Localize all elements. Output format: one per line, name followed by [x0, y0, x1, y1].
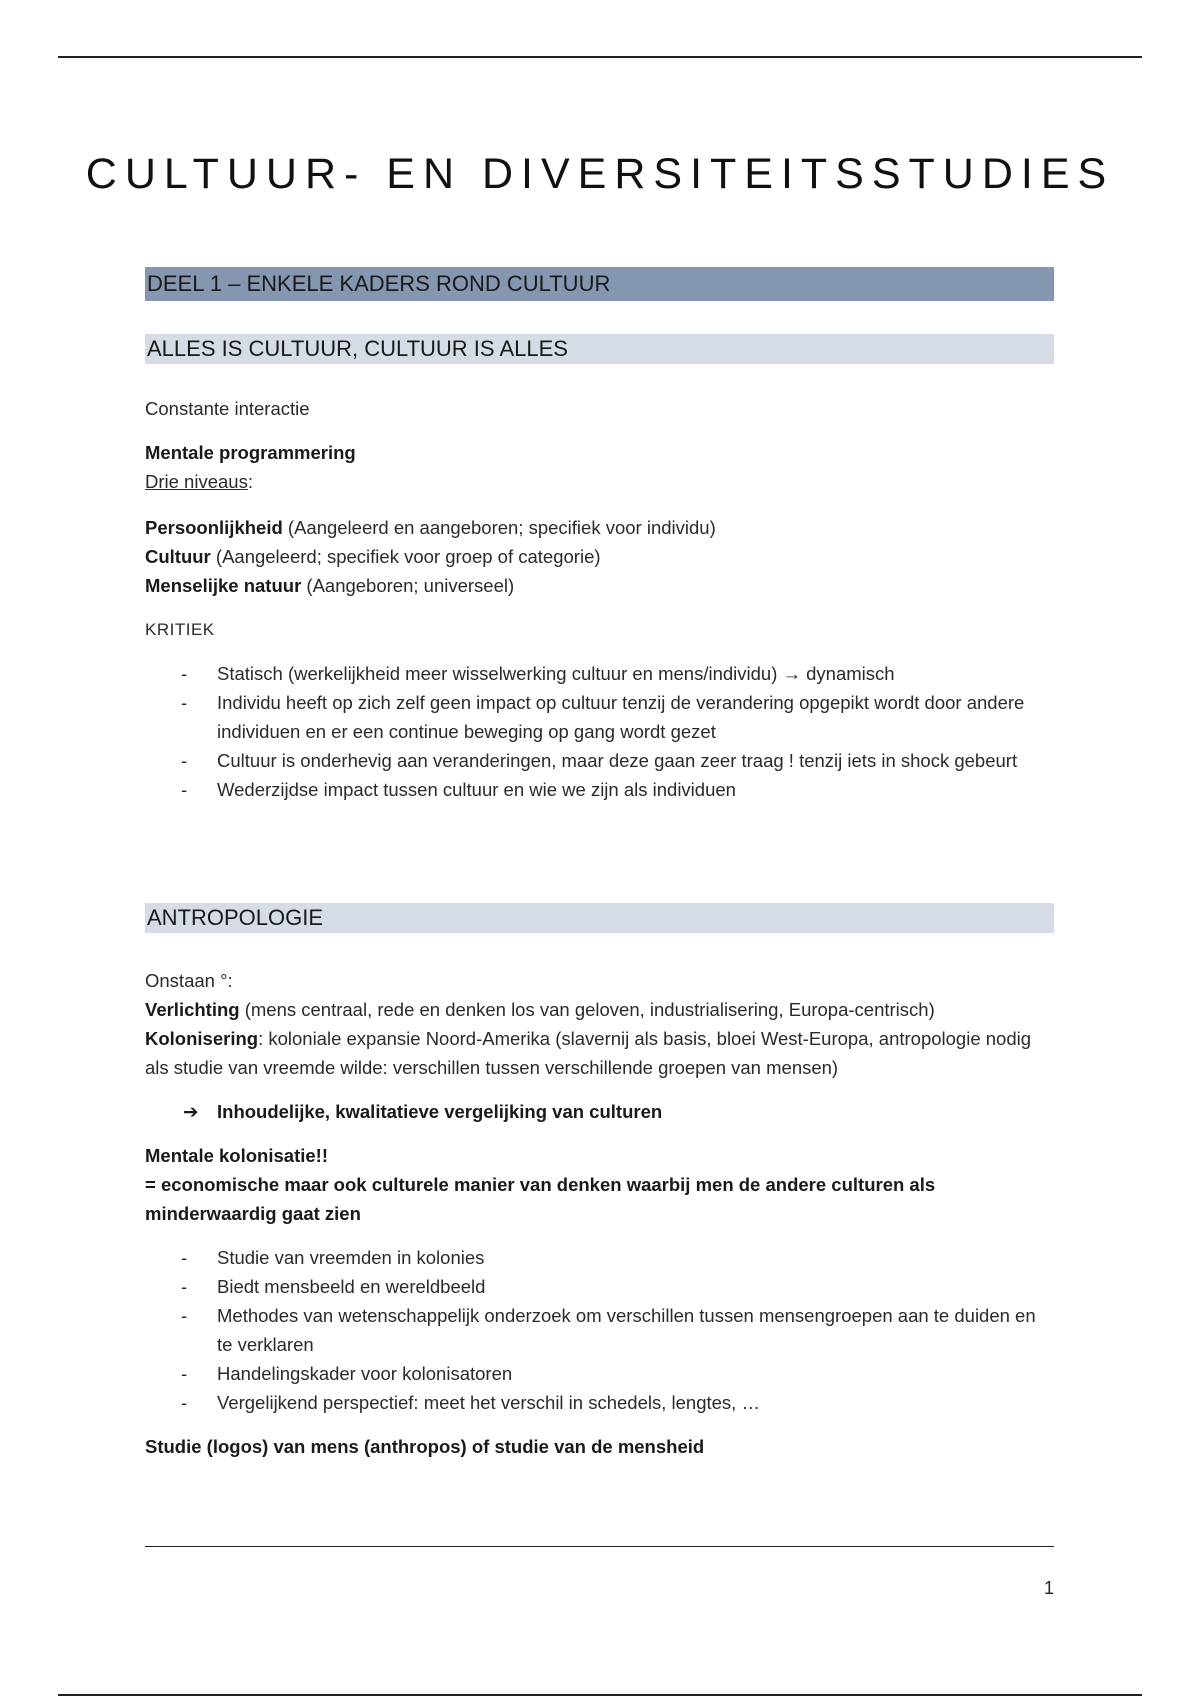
level-item: [145, 542, 1054, 571]
list-item: - Statisch (werkelijkheid meer wisselwerking cultuur en mens/individu) → dynamisch: [145, 659, 1054, 688]
level-desc: (Aangeboren; universeel): [301, 575, 515, 596]
section1-body: [145, 394, 1054, 804]
level-item: [145, 571, 1054, 600]
arrow-conclusion: [145, 1097, 1054, 1126]
section-heading-antropologie: ANTROPOLOGIE: [145, 903, 1054, 933]
colonization-desc: : koloniale expansie Noord-Amerika (slavernij als basis, bloei West-Europa, antropologie nodig als studie van vreemde wilde: verschillen tussen verschillende groepen van mensen): [145, 1028, 1032, 1078]
level-term: Cultuur: [145, 546, 211, 567]
arrow-conclusion-text: Inhoudelijke, kwalitatieve vergelijking van culturen: [217, 1101, 663, 1122]
level-desc: (Aangeleerd en aangeboren; specifiek voor individu): [282, 517, 716, 538]
bottom-rule: [58, 1694, 1142, 1696]
part-heading: DEEL 1 – ENKELE KADERS ROND CULTUUR: [145, 267, 1054, 301]
level-term: Persoonlijkheid: [145, 517, 283, 538]
paragraph-constante-interactie: Constante interactie: [145, 398, 310, 419]
level-item: [145, 513, 1054, 542]
list-item: - Wederzijdse impact tussen cultuur en wie we zijn als individuen: [145, 775, 1054, 804]
levels-line: [145, 467, 1054, 496]
critique-label: KRITIEK: [145, 620, 215, 639]
colonization-line: [145, 1024, 1054, 1082]
levels-list: [145, 513, 1054, 600]
section-heading-alles-is-cultuur: ALLES IS CULTUUR, CULTUUR IS ALLES: [145, 334, 1054, 364]
level-desc: (Aangeleerd; specifiek voor groep of categorie): [210, 546, 601, 567]
mental-colonization-title: Mentale kolonisatie!!: [145, 1145, 328, 1166]
mental-programming-label: Mentale programmering: [145, 442, 356, 463]
mental-colonization-definition: = economische maar ook culturele manier van denken waarbij men de andere culturen als minderwaardig gaat zien: [145, 1174, 936, 1224]
list-item: - Vergelijkend perspectief: meet het verschil in schedels, lengtes, …: [145, 1388, 1054, 1417]
level-term: Menselijke natuur: [145, 575, 302, 596]
list-item: - Studie van vreemden in kolonies: [145, 1243, 1054, 1272]
document-title: CULTUUR- EN DIVERSITEITSSTUDIES: [85, 150, 1115, 198]
origin-label: Onstaan °:: [145, 970, 233, 991]
antropologie-list: [145, 1243, 1054, 1417]
critique-list: [145, 659, 1054, 804]
list-item: - Biedt mensbeeld en wereldbeeld: [145, 1272, 1054, 1301]
colonization-term: Kolonisering: [145, 1028, 259, 1049]
levels-colon: :: [247, 471, 253, 492]
enlightenment-desc: (mens centraal, rede en denken los van geloven, industrialisering, Europa-centrisch): [239, 999, 935, 1020]
page-number: 1: [1043, 1578, 1054, 1598]
enlightenment-term: Verlichting: [145, 999, 240, 1020]
section2-body: [145, 966, 1054, 1461]
closing-statement: Studie (logos) van mens (anthropos) of studie van de mensheid: [145, 1436, 705, 1457]
footer-rule: [145, 1546, 1054, 1547]
list-item: - Methodes van wetenschappelijk onderzoek om verschillen tussen mensengroepen aan te duiden en te verklaren: [145, 1301, 1054, 1359]
arrow-right-icon: ➔: [183, 1101, 199, 1122]
top-rule: [58, 56, 1142, 58]
list-item: - Cultuur is onderhevig aan veranderingen, maar deze gaan zeer traag ! tenzij iets in shock gebeurt: [145, 746, 1054, 775]
levels-label: Drie niveaus: [145, 471, 248, 492]
list-item: - Individu heeft op zich zelf geen impact op cultuur tenzij de verandering opgepikt wordt door andere individuen en er een continue beweging op gang wordt gezet: [145, 688, 1054, 746]
enlightenment-line: [145, 995, 1054, 1024]
list-item: - Handelingskader voor kolonisatoren: [145, 1359, 1054, 1388]
